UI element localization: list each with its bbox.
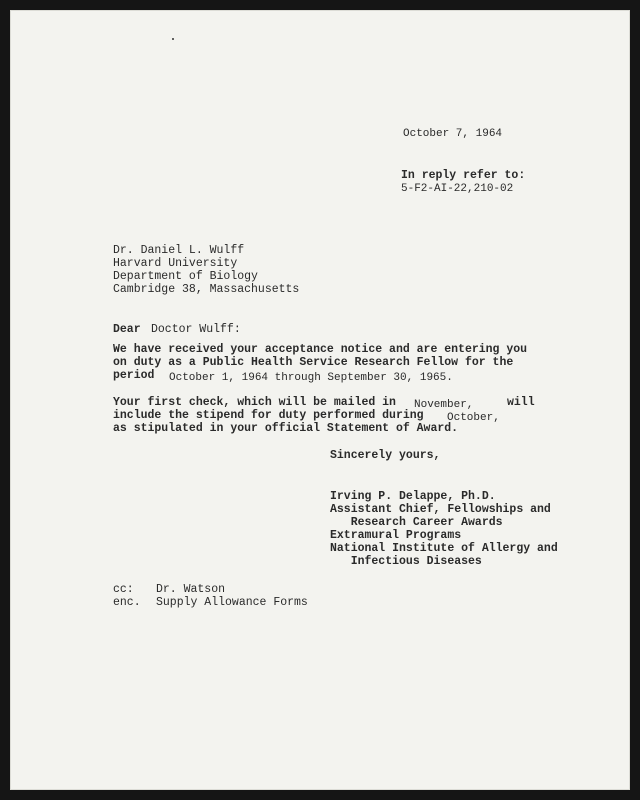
- letter-page: [10, 10, 630, 790]
- closing: Sincerely yours,: [330, 449, 441, 462]
- signature-line: Research Career Awards: [330, 516, 503, 529]
- filled-in-month: October,: [447, 412, 500, 424]
- signature-line: Infectious Diseases: [330, 555, 482, 568]
- filled-in-dates: October 1, 1964 through September 30, 1965.: [169, 372, 453, 384]
- salutation-prefix: Dear: [113, 323, 141, 336]
- reply-label: In reply refer to:: [401, 169, 526, 182]
- signature-line: National Institute of Allergy and: [330, 542, 558, 555]
- paragraph-line: period: [113, 369, 155, 382]
- paragraph-line: Your first check, which will be mailed in: [113, 396, 396, 409]
- paragraph-word: will: [507, 396, 535, 409]
- letter-date: October 7, 1964: [403, 128, 503, 140]
- salutation-name: Doctor Wulff:: [151, 323, 241, 336]
- paragraph-line: We have received your acceptance notice and are entering you: [113, 343, 528, 356]
- paragraph-line: as stipulated in your official Statement of Award.: [113, 422, 459, 435]
- reply-reference: 5-F2-AI-22,210-02: [401, 183, 514, 195]
- signature-line: Assistant Chief, Fellowships and: [330, 503, 551, 516]
- signature-line: Extramural Programs: [330, 529, 462, 542]
- enc-value: Supply Allowance Forms: [156, 596, 308, 609]
- paragraph-line: include the stipend for duty performed during: [113, 409, 424, 422]
- cc-label: cc:: [113, 583, 134, 596]
- signature-line: Irving P. Delappe, Ph.D.: [330, 490, 496, 503]
- filled-in-month: November,: [414, 399, 474, 411]
- recipient-line: Department of Biology: [113, 270, 258, 283]
- recipient-line: Dr. Daniel L. Wulff: [113, 244, 245, 257]
- paragraph-line: on duty as a Public Health Service Research Fellow for the: [113, 356, 514, 369]
- paper-speck: [172, 38, 174, 40]
- recipient-line: Harvard University: [113, 257, 238, 270]
- cc-value: Dr. Watson: [156, 583, 226, 596]
- recipient-line: Cambridge 38, Massachusetts: [113, 283, 300, 296]
- enc-label: enc.: [113, 596, 141, 609]
